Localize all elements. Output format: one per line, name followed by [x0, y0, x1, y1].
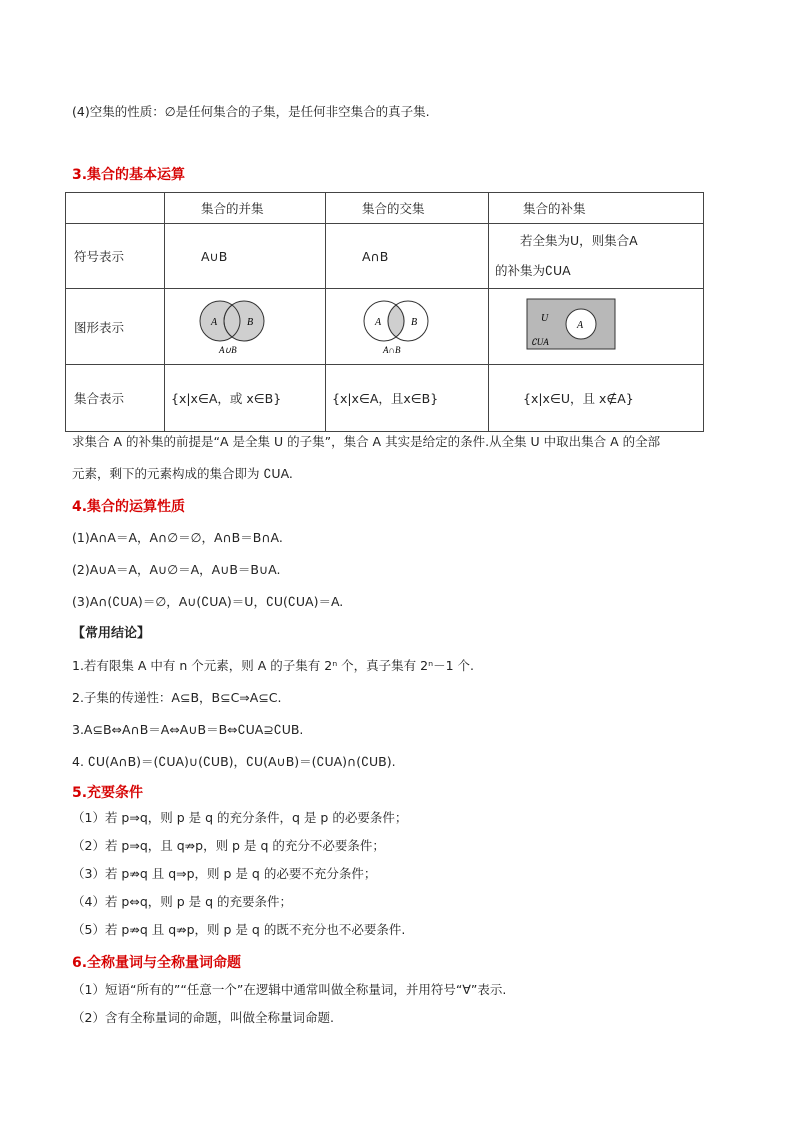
table-row-graph: [66, 289, 704, 365]
venn-intersection-cell: [326, 289, 489, 365]
header-complement: 集合的补集: [489, 193, 704, 224]
condition-line: （5）若 p⇏q 且 q⇏p，则 p 是 q 的既不充分也不必要条件.: [72, 922, 406, 937]
header-cell-empty: [66, 193, 165, 224]
venn-complement-diagram: [489, 289, 669, 361]
conclusion-line: 2.子集的传递性：A⊆B，B⊆C⇒A⊆C.: [72, 690, 282, 705]
condition-line: （4）若 p⇔q，则 p 是 q 的充要条件；: [72, 894, 293, 909]
table-header-row: [66, 193, 704, 224]
complement-line-2: 的补集为∁UA: [495, 263, 571, 278]
complement-line-1: 若全集为U，则集合A: [520, 233, 638, 248]
venn-complement-cell: [489, 289, 704, 365]
venn-label-a: A: [577, 320, 584, 331]
condition-line: （2）若 p⇒q，且 q⇏p，则 p 是 q 的充分不必要条件；: [72, 838, 385, 853]
venn-union-caption: A∪B: [219, 345, 237, 355]
table-row-set: [66, 365, 704, 432]
set-intersection: {x|x∈A，且x∈B}: [326, 365, 489, 432]
venn-intersection-caption: A∩B: [383, 345, 401, 355]
quantifier-line: （1）短语“所有的”“任意一个”在逻辑中通常叫做全称量词，并用符号“∀”表示.: [72, 982, 507, 997]
condition-line: （3）若 p⇏q 且 q⇒p，则 p 是 q 的必要不充分条件；: [72, 866, 377, 881]
property-line: (2)A∪A＝A，A∪∅＝A，A∪B＝B∪A.: [72, 562, 281, 577]
section-heading-necessary-sufficient: 5.充要条件: [72, 785, 144, 801]
venn-union-cell: [165, 289, 326, 365]
condition-line: （1）若 p⇒q，则 p 是 q 的充分条件，q 是 p 的必要条件；: [72, 810, 408, 825]
table-row-symbol: [66, 224, 704, 289]
set-complement: {x|x∈U，且 x∉A}: [489, 365, 704, 432]
section-heading-basic-operations: 3.集合的基本运算: [72, 167, 186, 183]
row-label-set: 集合表示: [66, 365, 165, 432]
section-heading-operation-properties: 4.集合的运算性质: [72, 499, 186, 515]
section-heading-universal-quantifier: 6.全称量词与全称量词命题: [72, 955, 242, 971]
common-conclusions-title: 【常用结论】: [72, 626, 151, 641]
venn-union-diagram: [165, 289, 289, 361]
set-union: {x|x∈A，或 x∈B}: [165, 365, 326, 432]
property-line: (3)A∩(∁UA)＝∅，A∪(∁UA)＝U，∁U(∁UA)＝A.: [72, 594, 344, 609]
empty-set-property: (4)空集的性质：∅是任何集合的子集，是任何非空集合的真子集.: [72, 104, 430, 119]
venn-complement-caption: ∁UA: [531, 337, 549, 347]
complement-note-line-1: 求集合 A 的补集的前提是“A 是全集 U 的子集”，集合 A 其实是给定的条件.从全集 U 中取出集合 A 的全部: [72, 434, 661, 449]
venn-label-a: A: [375, 317, 382, 328]
row-label-symbol: 符号表示: [66, 224, 165, 289]
row-label-graph: 图形表示: [66, 289, 165, 365]
complement-note-line-2: 元素，剩下的元素构成的集合即为 ∁UA.: [72, 466, 293, 481]
venn-label-b: B: [247, 317, 254, 328]
venn-label-a: A: [211, 317, 218, 328]
quantifier-line: （2）含有全称量词的命题，叫做全称量词命题.: [72, 1010, 334, 1025]
property-line: (1)A∩A＝A，A∩∅＝∅，A∩B＝B∩A.: [72, 530, 283, 545]
header-intersection: 集合的交集: [326, 193, 489, 224]
set-operations-table: [65, 192, 704, 432]
venn-label-b: B: [411, 317, 418, 328]
symbol-union: A∪B: [165, 224, 326, 289]
conclusion-line: 1.若有限集 A 中有 n 个元素，则 A 的子集有 2ⁿ 个，真子集有 2ⁿ－1 个.: [72, 658, 474, 673]
symbol-complement: [489, 224, 704, 289]
symbol-intersection: A∩B: [326, 224, 489, 289]
conclusion-line: 3.A⊆B⇔A∩B＝A⇔A∪B＝B⇔∁UA⊇∁UB.: [72, 722, 304, 737]
venn-intersection-diagram: [326, 289, 452, 361]
conclusion-line: 4. ∁U(A∩B)＝(∁UA)∪(∁UB)，∁U(A∪B)＝(∁UA)∩(∁UB).: [72, 754, 396, 769]
header-union: 集合的并集: [165, 193, 326, 224]
venn-label-u: U: [541, 313, 549, 324]
